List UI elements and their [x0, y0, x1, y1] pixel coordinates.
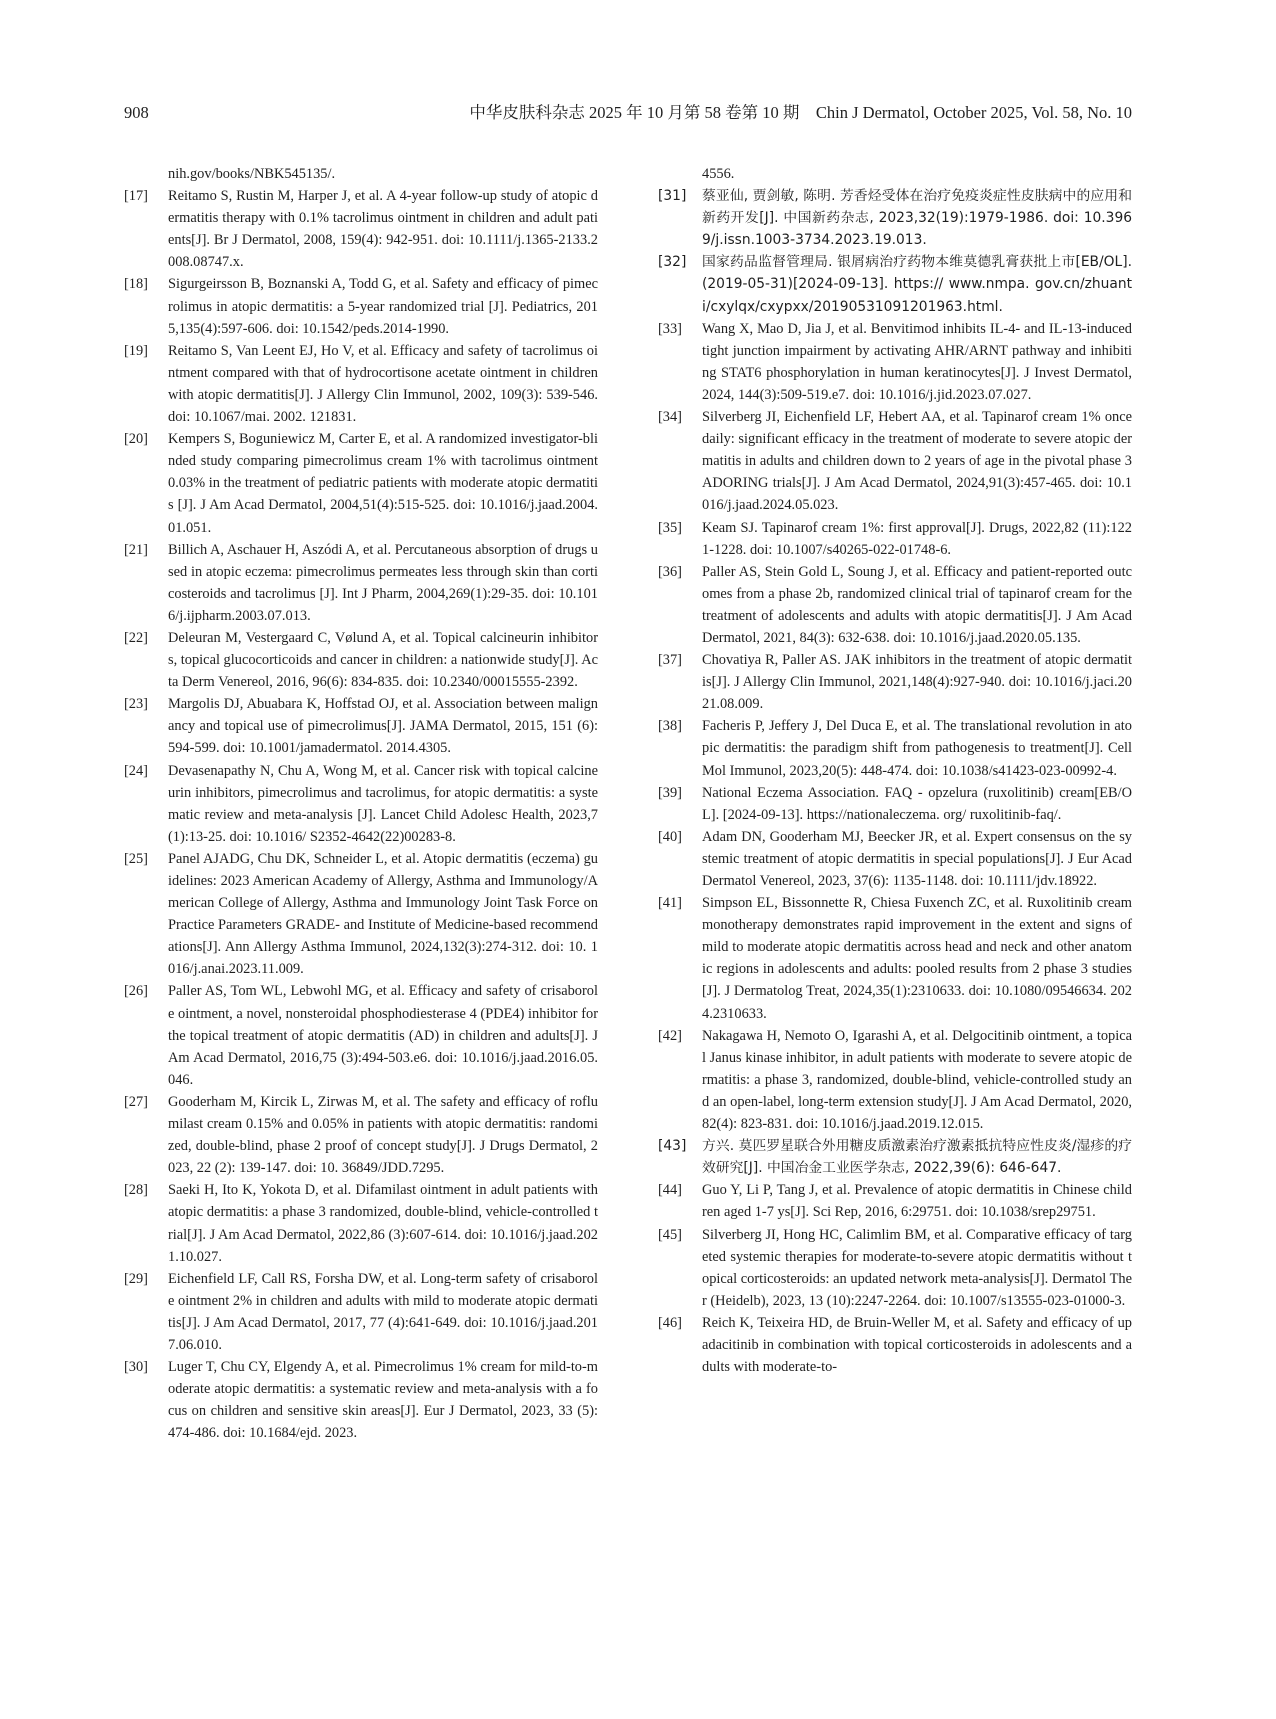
reference-text: Guo Y, Li P, Tang J, et al. Prevalence of atopic dermatitis in Chinese children aged 1-7 ys[J]. Sci Rep, 2016, 6:29751. doi: 10.1038/srep29751.	[702, 1182, 1132, 1221]
reference-item	[124, 1179, 598, 1267]
reference-number: [39]	[658, 784, 682, 801]
reference-item	[658, 251, 1132, 317]
reference-number: [23]	[124, 696, 148, 713]
reference-continuation: nih.gov/books/NBK545135/.	[168, 166, 336, 182]
reference-column-right	[658, 163, 1132, 1378]
reference-text: Reitamo S, Rustin M, Harper J, et al. A 4-year follow-up study of atopic dermatitis therapy with 0.1% tacrolimus ointment in children and adult patients[J]. Br J Dermatol, 2008, 159(4): 942-951. doi: 10.1111/j.1365-2133.2008.08747.x.	[168, 188, 598, 271]
reference-text: Silverberg JI, Eichenfield LF, Hebert AA, et al. Tapinarof cream 1% once daily: significant efficacy in the treatment of moderate to severe atopic dermatitis in adults and children down to 2 years of age in the pivotal phase 3 ADORING trials[J]. J Am Acad Dermatol, 2024,91(3):457-465. doi: 10.1016/j.jaad.2024.05.023.	[702, 409, 1132, 514]
reference-number: [18]	[124, 276, 148, 293]
reference-number: [26]	[124, 983, 148, 1000]
reference-number: [44]	[658, 1182, 682, 1199]
reference-text: Facheris P, Jeffery J, Del Duca E, et al. The translational revolution in atopic dermatitis: the paradigm shift from pathogenesis to treatment[J]. Cell Mol Immunol, 2023,20(5): 448-474. doi: 10.1038/s41423-023-00992-4.	[702, 718, 1132, 779]
reference-continuation: 4556.	[702, 166, 735, 182]
reference-item	[124, 693, 598, 759]
reference-item	[658, 1312, 1132, 1378]
reference-number: [30]	[124, 1359, 148, 1376]
reference-text: Luger T, Chu CY, Elgendy A, et al. Pimecrolimus 1% cream for mild-to-moderate atopic dermatitis: a systematic review and meta-analysis with a focus on children and sensitive skin areas[J]. Eur J Dermatol, 2023, 33 (5): 474-486. doi: 10.1684/ejd. 2023.	[168, 1359, 598, 1442]
reference-number: [32]	[658, 254, 687, 271]
reference-text: Simpson EL, Bissonnette R, Chiesa Fuxench ZC, et al. Ruxolitinib cream monotherapy demonstrates rapid improvement in the extent and signs of mild to moderate atopic dermatitis across head and neck and other anatomic regions in adolescents and adults: pooled results from 2 phase 3 studies [J]. J Dermatolog Treat, 2024,35(1):2310633. doi: 10.1080/09546634. 2024.2310633.	[702, 895, 1132, 1022]
reference-number: [41]	[658, 895, 682, 912]
reference-item	[658, 782, 1132, 826]
reference-text: Gooderham M, Kircik L, Zirwas M, et al. The safety and efficacy of roflumilast cream 0.15% and 0.05% in patients with atopic dermatitis: randomized, double-blind, phase 2 proof of concept study[J]. J Drugs Dermatol, 2023, 22 (2): 139-147. doi: 10. 36849/JDD.7295.	[168, 1093, 598, 1177]
reference-text: Devasenapathy N, Chu A, Wong M, et al. Cancer risk with topical calcineurin inhibitors, pimecrolimus and tacrolimus, for atopic dermatitis: a systematic review and meta-analysis [J]. Lancet Child Adolesc Health, 2023,7(1):13-25. doi: 10.1016/ S2352-4642(22)00283-8.	[168, 762, 598, 845]
reference-item	[658, 318, 1132, 406]
reference-item	[124, 627, 598, 693]
reference-text: Keam SJ. Tapinarof cream 1%: first approval[J]. Drugs, 2022,82 (11):1221-1228. doi: 10.1007/s40265-022-01748-6.	[702, 519, 1132, 558]
reference-number: [21]	[124, 541, 148, 558]
reference-item	[658, 1224, 1132, 1312]
journal-citation: 中华皮肤科杂志 2025 年 10 月第 58 卷第 10 期 Chin J Dermatol, October 2025, Vol. 58, No. 10	[469, 103, 1132, 122]
reference-text: 方兴. 莫匹罗星联合外用糖皮质激素治疗激素抵抗特应性皮炎/湿疹的疗效研究[J]. 中国冶金工业医学杂志, 2022,39(6): 646-647.	[702, 1138, 1132, 1177]
reference-item	[124, 1356, 598, 1444]
reference-text: Chovatiya R, Paller AS. JAK inhibitors in the treatment of atopic dermatitis[J]. J Allergy Clin Immunol, 2021,148(4):927-940. doi: 10.1016/j.jaci.2021.08.009.	[702, 652, 1132, 713]
reference-item	[658, 826, 1132, 892]
reference-text: Reich K, Teixeira HD, de Bruin-Weller M, et al. Safety and efficacy of upadacitinib in combination with topical corticosteroids in adolescents and adults with moderate-to-	[702, 1314, 1132, 1376]
reference-number: [25]	[124, 850, 148, 867]
reference-number: [43]	[658, 1138, 687, 1155]
reference-number: [45]	[658, 1226, 682, 1243]
reference-text: Eichenfield LF, Call RS, Forsha DW, et al. Long-term safety of crisaborole ointment 2% in children and adults with mild to moderate atopic dermatitis[J]. J Am Acad Dermatol, 2017, 77 (4):641-649. doi: 10.1016/j.jaad.2017.06.010.	[168, 1270, 598, 1353]
reference-text: Saeki H, Ito K, Yokota D, et al. Difamilast ointment in adult patients with atopic dermatitis: a phase 3 randomized, double-blind, vehicle-controlled trial[J]. J Am Acad Dermatol, 2022,86 (3):607-614. doi: 10.1016/j.jaad.2021.10.027.	[168, 1182, 598, 1265]
reference-text: Wang X, Mao D, Jia J, et al. Benvitimod inhibits IL-4- and IL-13-induced tight junction impairment by activating AHR/ARNT pathway and inhibiting STAT6 phosphorylation in human keratinocytes[J]. J Invest Dermatol, 2024, 144(3):509-519.e7. doi: 10.1016/j.jid.2023.07.027.	[702, 320, 1132, 403]
reference-text: Nakagawa H, Nemoto O, Igarashi A, et al. Delgocitinib ointment, a topical Janus kinase inhibitor, in adult patients with moderate to severe atopic dermatitis: a phase 3, randomized, double-blind, vehicle-controlled study and an open-label, long-term extension study[J]. J Am Acad Dermatol, 2020, 82(4): 823-831. doi: 10.1016/j.jaad.2019.12.015.	[702, 1027, 1132, 1133]
reference-item	[124, 539, 598, 627]
reference-item	[658, 649, 1132, 715]
reference-item	[124, 428, 598, 538]
reference-number: [35]	[658, 519, 682, 536]
reference-number: [46]	[658, 1314, 682, 1331]
reference-item	[124, 1091, 598, 1179]
running-header	[124, 101, 1132, 125]
reference-number: [42]	[658, 1027, 682, 1044]
reference-number: [27]	[124, 1093, 148, 1110]
reference-text: Paller AS, Tom WL, Lebwohl MG, et al. Efficacy and safety of crisaborole ointment, a novel, nonsteroidal phosphodiesterase 4 (PDE4) inhibitor for the topical treatment of atopic dermatitis (AD) in children and adults[J]. J Am Acad Dermatol, 2016,75 (3):494-503.e6. doi: 10.1016/j.jaad.2016.05.046.	[168, 983, 598, 1088]
reference-number: [22]	[124, 629, 148, 646]
reference-item	[124, 980, 598, 1090]
reference-text: Panel AJADG, Chu DK, Schneider L, et al. Atopic dermatitis (eczema) guidelines: 2023 American Academy of Allergy, Asthma and Immunology/American College of Allergy, Asthma and Immunology Joint Task Force on Practice Parameters GRADE- and Institute of Medicine-based recommendations[J]. Ann Allergy Asthma Immunol, 2024,132(3):274-312. doi: 10. 1016/j.anai.2023.11.009.	[168, 850, 598, 978]
reference-text: National Eczema Association. FAQ - opzelura (ruxolitinib) cream[EB/OL]. [2024-09-13]. https://nationaleczema. org/ ruxolitinib-faq/.	[702, 784, 1132, 823]
reference-number: [20]	[124, 431, 148, 448]
reference-number: [33]	[658, 320, 682, 337]
reference-number: [37]	[658, 652, 682, 669]
reference-item	[658, 1025, 1132, 1135]
reference-number: [36]	[658, 563, 682, 580]
reference-number: [40]	[658, 828, 682, 845]
reference-number: [34]	[658, 409, 682, 426]
reference-text: Kempers S, Boguniewicz M, Carter E, et al. A randomized investigator-blinded study comparing pimecrolimus cream 1% with tacrolimus ointment 0.03% in the treatment of pediatric patients with moderate atopic dermatitis [J]. J Am Acad Dermatol, 2004,51(4):515-525. doi: 10.1016/j.jaad.2004.01.051.	[168, 431, 598, 536]
reference-item	[658, 715, 1132, 781]
reference-number: [17]	[124, 188, 148, 205]
reference-item	[658, 1135, 1132, 1179]
reference-item	[658, 517, 1132, 561]
reference-number: [19]	[124, 342, 148, 359]
reference-text: Sigurgeirsson B, Boznanski A, Todd G, et al. Safety and efficacy of pimecrolimus in atopic dermatitis: a 5-year randomized trial [J]. Pediatrics, 2015,135(4):597-606. doi: 10.1542/peds.2014-1990.	[168, 276, 598, 337]
reference-text: 国家药品监督管理局. 银屑病治疗药物本维莫德乳膏获批上市[EB/OL]. (2019-05-31)[2024-09-13]. https:// www.nmpa. gov.cn/zhuanti/cxylqx/cxypxx/20190531091201963.html.	[702, 254, 1132, 315]
reference-text: Margolis DJ, Abuabara K, Hoffstad OJ, et al. Association between malignancy and topical use of pimecrolimus[J]. JAMA Dermatol, 2015, 151 (6): 594-599. doi: 10.1001/jamadermatol. 2014.4305.	[168, 696, 598, 757]
reference-column-left	[124, 163, 598, 1444]
reference-item	[658, 406, 1132, 516]
reference-text: 蔡亚仙, 贾剑敏, 陈明. 芳香烃受体在治疗免疫炎症性皮肤病中的应用和新药开发[J]. 中国新药杂志, 2023,32(19):1979-1986. doi: 10.3969/j.issn.1003-3734.2023.19.013.	[702, 188, 1132, 249]
reference-text: Paller AS, Stein Gold L, Soung J, et al. Efficacy and patient-reported outcomes from a phase 2b, randomized clinical trial of tapinarof cream for the treatment of adolescents and adults with atopic dermatitis[J]. J Am Acad Dermatol, 2021, 84(3): 632-638. doi: 10.1016/j.jaad.2020.05.135.	[702, 563, 1132, 646]
reference-item	[124, 185, 598, 273]
reference-text: Silverberg JI, Hong HC, Calimlim BM, et al. Comparative efficacy of targeted systemic therapies for moderate-to-severe atopic dermatitis without topical corticosteroids: an updated network meta-analysis[J]. Dermatol Ther (Heidelb), 2023, 13 (10):2247-2264. doi: 10.1007/s13555-023-01000-3.	[702, 1226, 1132, 1309]
reference-number: [38]	[658, 718, 682, 735]
reference-text: Adam DN, Gooderham MJ, Beecker JR, et al. Expert consensus on the systemic treatment of atopic dermatitis in special populations[J]. J Eur Acad Dermatol Venereol, 2023, 37(6): 1135-1148. doi: 10.1111/jdv.18922.	[702, 828, 1132, 889]
reference-item	[124, 848, 598, 981]
page-number: 908	[124, 103, 149, 122]
reference-number: [29]	[124, 1270, 148, 1287]
reference-item	[124, 340, 598, 428]
reference-number: [28]	[124, 1182, 148, 1199]
reference-item	[658, 185, 1132, 251]
reference-number: [31]	[658, 188, 687, 205]
reference-text: Reitamo S, Van Leent EJ, Ho V, et al. Efficacy and safety of tacrolimus ointment compared with that of hydrocortisone acetate ointment in children with atopic dermatitis[J]. J Allergy Clin Immunol, 2002, 109(3): 539-546. doi: 10.1067/mai. 2002. 121831.	[168, 342, 598, 426]
reference-number: [24]	[124, 762, 148, 779]
reference-item	[658, 1179, 1132, 1223]
reference-item	[658, 892, 1132, 1025]
reference-item	[124, 273, 598, 339]
reference-item	[124, 760, 598, 848]
reference-text: Deleuran M, Vestergaard C, Vølund A, et al. Topical calcineurin inhibitors, topical glucocorticoids and cancer in children: a nationwide study[J]. Acta Derm Venereol, 2016, 96(6): 834-835. doi: 10.2340/00015555-2392.	[168, 629, 598, 691]
reference-item	[658, 561, 1132, 649]
reference-text: Billich A, Aschauer H, Aszódi A, et al. Percutaneous absorption of drugs used in atopic eczema: pimecrolimus permeates less through skin than corticosteroids and tacrolimus [J]. Int J Pharm, 2004,269(1):29-35. doi: 10.1016/j.ijpharm.2003.07.013.	[168, 541, 598, 624]
reference-item	[124, 1268, 598, 1356]
